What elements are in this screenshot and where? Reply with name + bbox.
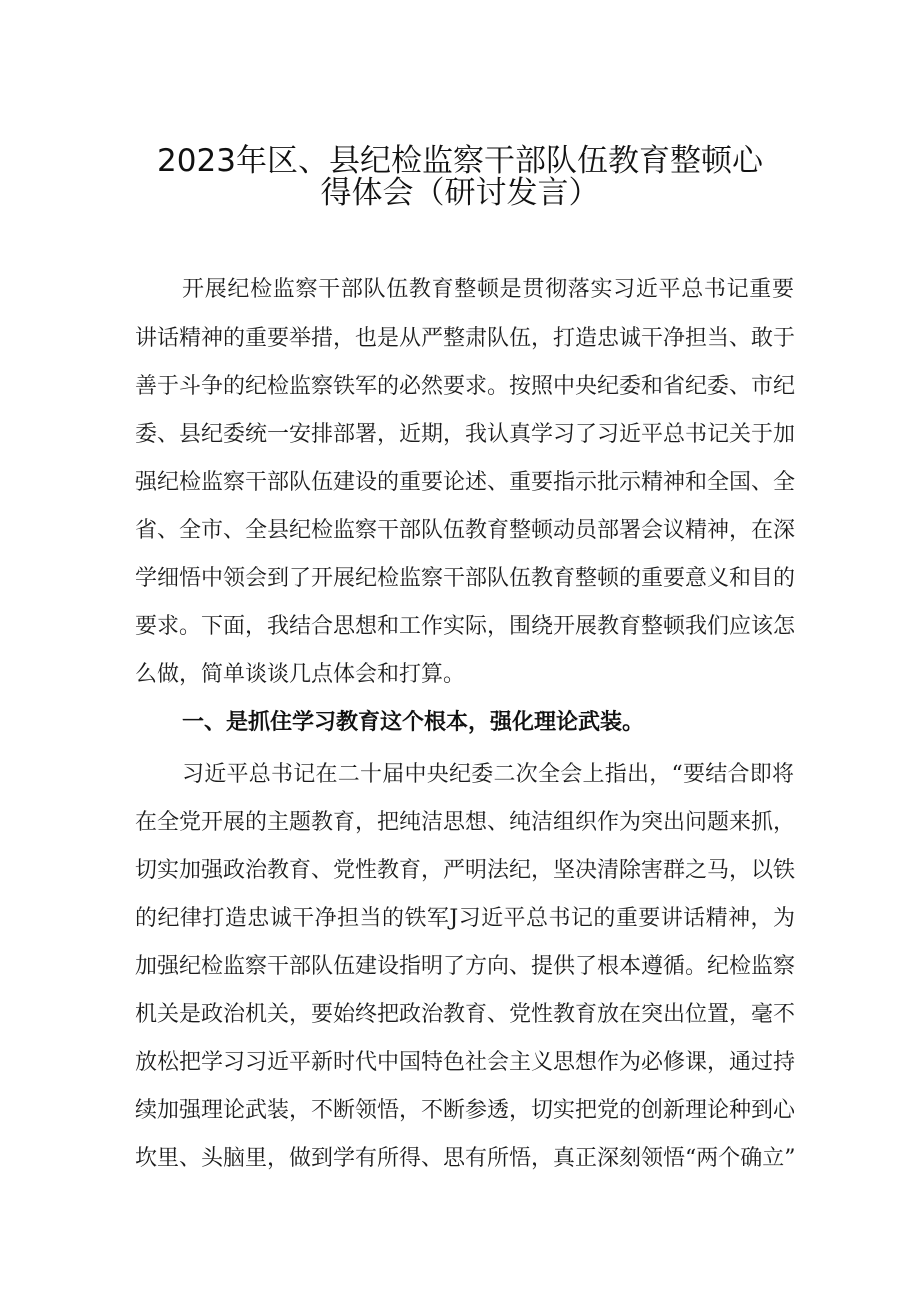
paragraph-1-line: 委、县纪委统一安排部署，近期，我认真学习了习近平总书记关于加 [135,422,796,447]
paragraph-2-line: 习近平总书记在二十届中央纪委二次全会上指出，“要结合即将 [182,762,794,787]
paragraph-1-line: 学细悟中领会到了开展纪检监察干部队伍教育整顿的重要意义和目的 [135,566,796,591]
paragraph-1-line: 强纪检监察干部队伍建设的重要论述、重要指示批示精神和全国、全 [135,470,796,495]
paragraph-1-line: 开展纪检监察干部队伍教育整顿是贯彻落实习近平总书记重要 [182,277,794,302]
paragraph-2-line: 在全党开展的主题教育，把纯洁思想、纯洁组织作为突出问题来抓， [135,810,796,835]
document-title-line-2: 得体会（研讨发言） [320,175,600,211]
section-heading-1: 一、是抓住学习教育这个根本，强化理论武装。 [182,710,645,735]
paragraph-2-line: 放松把学习习近平新时代中国特色社会主义思想作为必修课，通过持 [135,1050,796,1075]
paragraph-2-line: 坎里、头脑里，做到学有所得、思有所悟，真正深刻领悟“两个确立” [135,1146,796,1171]
paragraph-2-line: 的纪律打造忠诚干净担当的铁军J习近平总书记的重要讲话精神，为 [135,906,795,931]
paragraph-2-line: 续加强理论武装，不断领悟，不断参透，切实把党的创新理论种到心 [135,1098,796,1123]
paragraph-1-line: 么做，简单谈谈几点体会和打算。 [135,662,466,687]
paragraph-2-line: 切实加强政治教育、党性教育，严明法纪，坚决清除害群之马，以铁 [135,858,796,883]
paragraph-1-line: 要求。下面，我结合思想和工作实际，围绕开展教育整顿我们应该怎 [135,614,796,639]
paragraph-1-line: 善于斗争的纪检监察铁军的必然要求。按照中央纪委和省纪委、市纪 [135,374,796,399]
paragraph-2-line: 加强纪检监察干部队伍建设指明了方向、提供了根本遵循。纪检监察 [135,954,796,979]
document-title-line-1: 2023年区、县纪检监察干部队伍教育整顿心 [157,143,763,179]
paragraph-2-line: 机关是政治机关，要始终把政治教育、党性教育放在突出位置，毫不 [135,1002,796,1027]
paragraph-1-line: 省、全市、全县纪检监察干部队伍教育整顿动员部署会议精神，在深 [135,518,796,543]
paragraph-1-line: 讲话精神的重要举措，也是从严整肃队伍，打造忠诚干净担当、敢于 [135,326,796,351]
